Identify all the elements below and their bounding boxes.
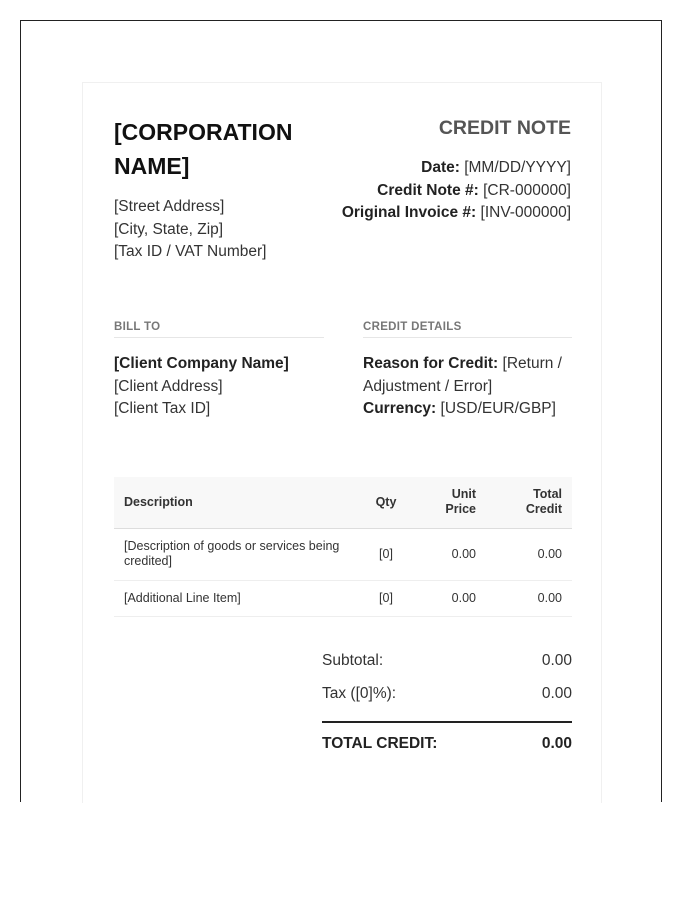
- cell-total-credit: 0.00: [486, 528, 572, 580]
- company-tax-id: [Tax ID / VAT Number]: [114, 243, 267, 260]
- bill-to-heading-text: BILL TO: [114, 321, 161, 333]
- reason-line: [363, 353, 578, 398]
- date-line: [341, 157, 571, 180]
- credit-note-number-label: Credit Note #:: [377, 181, 479, 199]
- cell-description: [Description of goods or services being credited]: [114, 528, 364, 580]
- credit-note-sheet: [82, 82, 602, 803]
- company-name: [CORPORATION NAME]: [114, 119, 293, 179]
- subtotal-value: 0.00: [541, 652, 572, 669]
- client-company-name: [Client Company Name]: [114, 355, 289, 372]
- tax-value: 0.00: [541, 685, 572, 702]
- credit-details-block: [363, 353, 578, 421]
- original-invoice-value: [INV-000000]: [480, 204, 571, 221]
- cell-qty: [0]: [364, 580, 408, 616]
- date-value: [MM/DD/YYYY]: [464, 159, 571, 176]
- total-credit-label: TOTAL CREDIT:: [322, 735, 438, 752]
- header-qty: Qty: [364, 477, 408, 528]
- client-address: [Client Address]: [114, 377, 223, 395]
- credit-details-heading-text: CREDIT DETAILS: [363, 321, 462, 333]
- total-credit-value: 0.00: [541, 735, 572, 752]
- table-row: [114, 528, 572, 580]
- totals-divider: [322, 721, 572, 723]
- document-title: CREDIT NOTE: [438, 117, 571, 139]
- currency-value: [USD/EUR/GBP]: [440, 400, 556, 417]
- original-invoice-line: [341, 202, 571, 225]
- original-invoice-label: Original Invoice #:: [341, 204, 477, 221]
- bill-to-block: [114, 353, 334, 421]
- company-address-block: [114, 196, 354, 264]
- line-items-table: [114, 477, 572, 617]
- client-tax-id: [Client Tax ID]: [114, 400, 211, 417]
- credit-note-number-line: [341, 180, 571, 203]
- header-description: Description: [114, 477, 364, 528]
- tax-row: [322, 685, 572, 718]
- tax-label: Tax ([0]%):: [322, 685, 397, 702]
- company-city: [City, State, Zip]: [114, 220, 224, 238]
- header-total-credit: Total Credit: [486, 477, 572, 528]
- totals-block: [322, 652, 572, 768]
- date-label: Date:: [421, 159, 460, 176]
- table-header-row: [114, 477, 572, 528]
- credit-details-heading: [363, 321, 572, 338]
- bill-to-heading: [114, 321, 324, 338]
- cell-description: [Additional Line Item]: [114, 580, 364, 616]
- currency-line: [363, 398, 578, 421]
- subtotal-row: [322, 652, 572, 685]
- credit-note-number-value: [CR-000000]: [483, 181, 571, 199]
- total-credit-row: [322, 735, 572, 768]
- document-meta: [341, 157, 571, 225]
- cell-unit-price: 0.00: [408, 528, 486, 580]
- currency-label: Currency:: [363, 400, 437, 417]
- cell-qty: [0]: [364, 528, 408, 580]
- cell-total-credit: 0.00: [486, 580, 572, 616]
- subtotal-label: Subtotal:: [322, 652, 384, 669]
- page-frame: [20, 20, 662, 802]
- reason-value: [Return / Adjustment / Error]: [363, 355, 562, 395]
- cell-unit-price: 0.00: [408, 580, 486, 616]
- reason-label: Reason for Credit:: [363, 355, 499, 372]
- header-unit-price: Unit Price: [408, 477, 486, 528]
- company-street: [Street Address]: [114, 198, 225, 215]
- table-row: [114, 580, 572, 616]
